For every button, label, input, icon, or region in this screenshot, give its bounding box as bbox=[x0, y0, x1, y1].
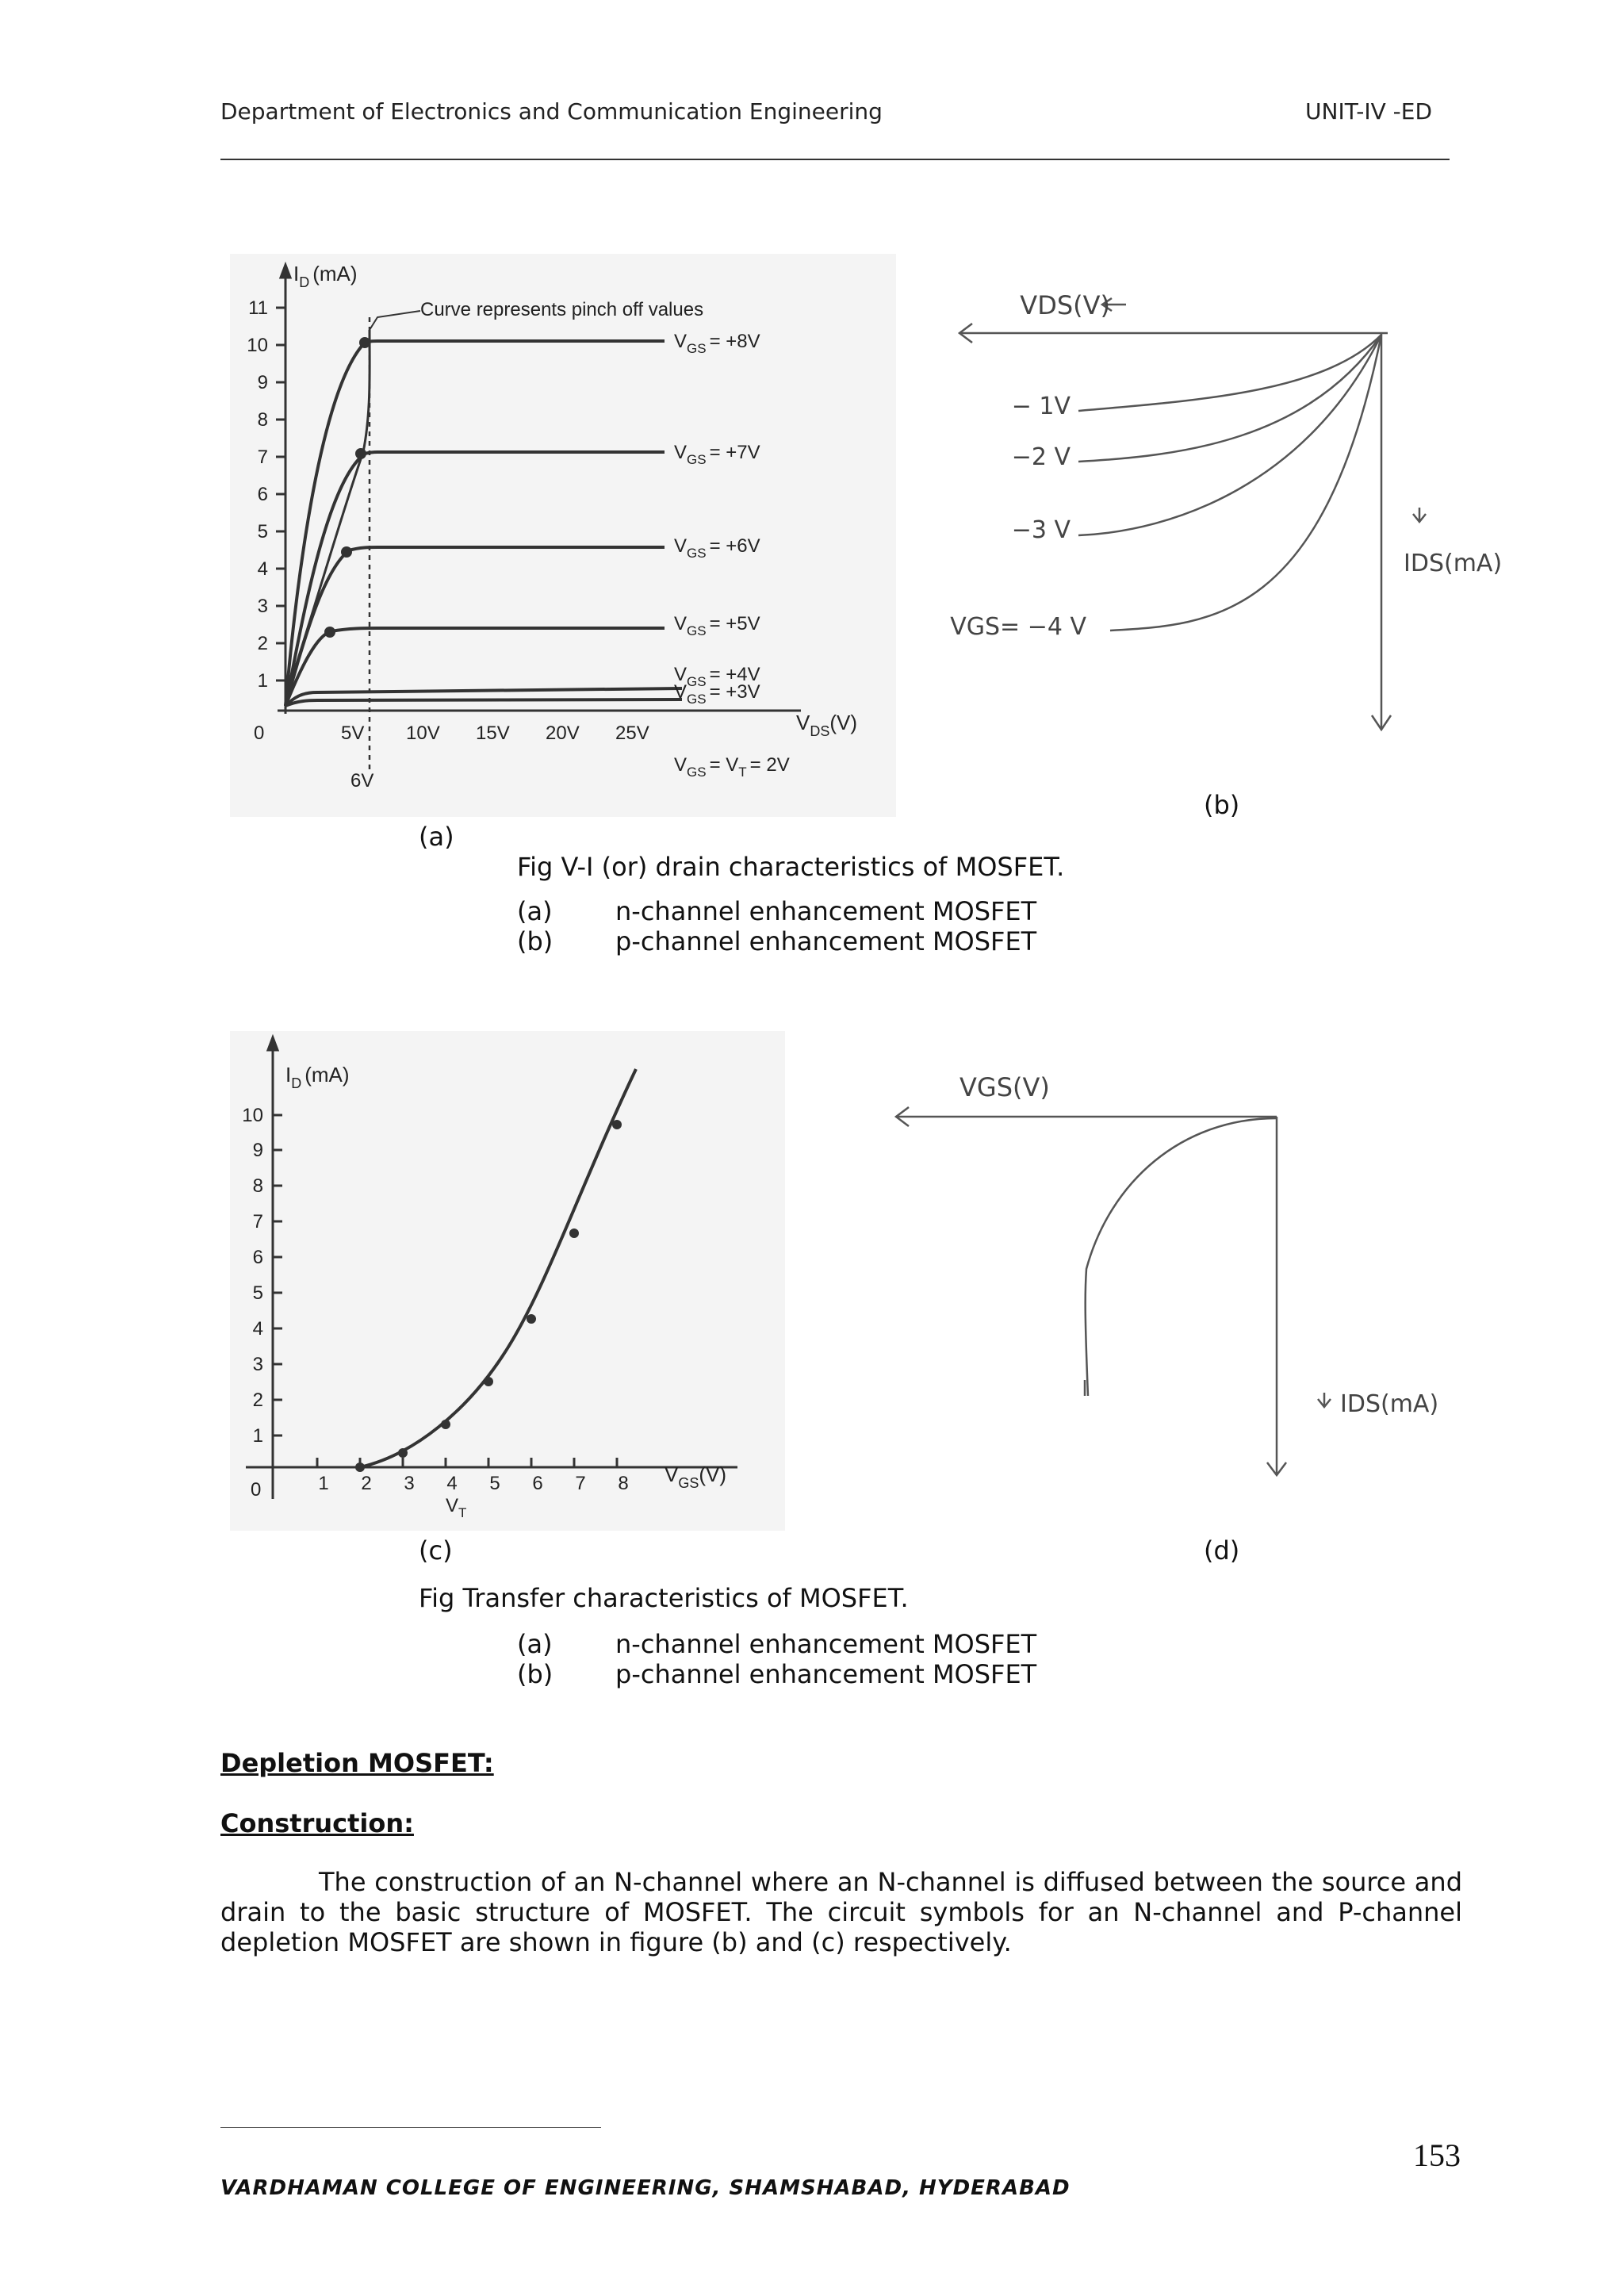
header-rule bbox=[220, 159, 1450, 160]
y-tick-label: 1 bbox=[257, 670, 268, 692]
y-tick-label: 6 bbox=[257, 484, 268, 505]
x-tick-label: 5V bbox=[341, 723, 365, 744]
x-tick-label: 1 bbox=[318, 1473, 329, 1494]
figure-a-drain-characteristics bbox=[230, 254, 896, 817]
x-axis-label: $V_{GS}(V)$ bbox=[665, 1462, 727, 1491]
x-tick-label: 10V bbox=[406, 723, 440, 744]
x-tick-label: 15V bbox=[476, 723, 510, 744]
figure-caption-vi: Fig V-I (or) drain characteristics of MOSFET. bbox=[517, 852, 1065, 882]
threshold-label: $V_T$ bbox=[446, 1495, 467, 1520]
x-tick-label: 4 bbox=[446, 1473, 458, 1494]
x-tick-label: 2 bbox=[361, 1473, 372, 1494]
y-axis-label: IDS(mA) bbox=[1340, 1390, 1439, 1418]
curve-label-vgs-5: $V_{GS} = +5V$ bbox=[674, 613, 760, 638]
pinch-off-annotation: Curve represents pinch off values bbox=[420, 299, 704, 320]
curve-label-minus-3v: −3 V bbox=[1011, 516, 1071, 544]
y-tick-label: 4 bbox=[252, 1318, 263, 1340]
body-paragraph: The construction of an N-channel where an N-channel is diffused between the source and drain to the basic structure of MOSFET. The circuit symbols for an N-channel and P-channel depletion MOSFET are shown in figure (b) and (c) respectively. bbox=[220, 1867, 1462, 1957]
y-tick-label: 6 bbox=[252, 1247, 263, 1268]
caption-item-value: n-channel enhancement MOSFET bbox=[615, 896, 1037, 926]
y-tick-label: 2 bbox=[252, 1389, 263, 1411]
footer-college-name: VARDHAMAN COLLEGE OF ENGINEERING, SHAMSHABAD, HYDERABAD bbox=[220, 2176, 1071, 2200]
x-tick-label: 5 bbox=[489, 1473, 500, 1494]
y-tick-label: 3 bbox=[252, 1354, 263, 1375]
x-tick-label: 20V bbox=[546, 723, 580, 744]
y-tick-label: 2 bbox=[257, 633, 268, 654]
caption-item-key: (b) bbox=[517, 1659, 553, 1689]
y-axis-label: $I_D$ (mA) bbox=[285, 1063, 350, 1091]
figure-label-a: (a) bbox=[419, 822, 454, 852]
caption-item-key: (b) bbox=[517, 926, 553, 956]
curve-label-vgs-7: $V_{GS} = +7V$ bbox=[674, 442, 760, 467]
curve-label-vgs-3: $V_{GS} = +3V$ bbox=[674, 681, 760, 707]
figure-label-c: (c) bbox=[419, 1535, 453, 1566]
figure-label-d: (d) bbox=[1204, 1535, 1240, 1566]
x-axis-label: VGS(V) bbox=[959, 1072, 1050, 1102]
x-tick-label: 7 bbox=[575, 1473, 586, 1494]
footer-rule bbox=[220, 2127, 601, 2128]
figure-caption-transfer: Fig Transfer characteristics of MOSFET. bbox=[419, 1583, 909, 1613]
six-volt-label: 6V bbox=[350, 770, 374, 792]
y-tick-label: 9 bbox=[252, 1140, 263, 1161]
y-tick-label: 7 bbox=[252, 1211, 263, 1232]
x-axis-label: $V_{DS}(V)$ bbox=[796, 711, 858, 739]
y-axis-label: IDS(mA) bbox=[1404, 550, 1503, 577]
curve-label-vgs-4: $V_{GS} = +4V$ bbox=[674, 664, 760, 689]
figure-d-transfer-characteristic bbox=[880, 1055, 1491, 1499]
figure-label-b: (b) bbox=[1204, 790, 1240, 820]
page-number: 153 bbox=[1413, 2137, 1461, 2173]
curve-label-vgs-6: $V_{GS} = +6V$ bbox=[674, 535, 760, 561]
y-tick-label: 5 bbox=[257, 521, 268, 542]
threshold-label: $V_{GS} = V_T = 2V$ bbox=[674, 754, 790, 780]
figure-c-transfer-characteristic bbox=[230, 1031, 785, 1531]
x-axis-label: VDS(V) bbox=[1020, 290, 1110, 320]
caption-item-value: p-channel enhancement MOSFET bbox=[615, 1659, 1037, 1689]
figure-b-drain-characteristics bbox=[896, 270, 1570, 761]
curve-label-minus-2v: −2 V bbox=[1011, 443, 1071, 471]
caption-item-value: p-channel enhancement MOSFET bbox=[615, 926, 1037, 956]
x-tick-label: 8 bbox=[618, 1473, 629, 1494]
y-tick-label: 3 bbox=[257, 596, 268, 617]
y-tick-label: 9 bbox=[257, 372, 268, 393]
y-tick-label: 8 bbox=[257, 409, 268, 431]
caption-item-value: n-channel enhancement MOSFET bbox=[615, 1629, 1037, 1659]
y-tick-label: 1 bbox=[252, 1425, 263, 1447]
section-heading: Depletion MOSFET: bbox=[220, 1748, 494, 1778]
y-tick-label: 4 bbox=[257, 558, 268, 580]
header-unit: UNIT-IV -ED bbox=[1305, 98, 1433, 125]
curve-label-minus-4v: VGS= −4 V bbox=[950, 613, 1086, 641]
curve-label-vgs-8: $V_{GS} = +8V$ bbox=[674, 331, 760, 356]
y-tick-label: 10 bbox=[247, 335, 268, 356]
y-tick-label: 11 bbox=[248, 297, 268, 319]
x-tick-label: 6 bbox=[532, 1473, 543, 1494]
header-department: Department of Electronics and Communication Engineering bbox=[220, 98, 883, 125]
origin-label: 0 bbox=[254, 723, 265, 744]
y-tick-label: 7 bbox=[257, 447, 268, 468]
y-tick-label: 10 bbox=[242, 1105, 263, 1126]
origin-label: 0 bbox=[251, 1479, 262, 1501]
y-axis-label: $I_D$ (mA) bbox=[293, 262, 358, 290]
y-tick-label: 5 bbox=[252, 1282, 263, 1304]
curve-label-minus-1v: − 1V bbox=[1011, 393, 1071, 420]
x-tick-label: 3 bbox=[404, 1473, 415, 1494]
x-tick-label: 25V bbox=[615, 723, 649, 744]
caption-item-key: (a) bbox=[517, 1629, 553, 1659]
y-tick-label: 8 bbox=[252, 1175, 263, 1197]
caption-item-key: (a) bbox=[517, 896, 553, 926]
sub-heading: Construction: bbox=[220, 1808, 414, 1838]
